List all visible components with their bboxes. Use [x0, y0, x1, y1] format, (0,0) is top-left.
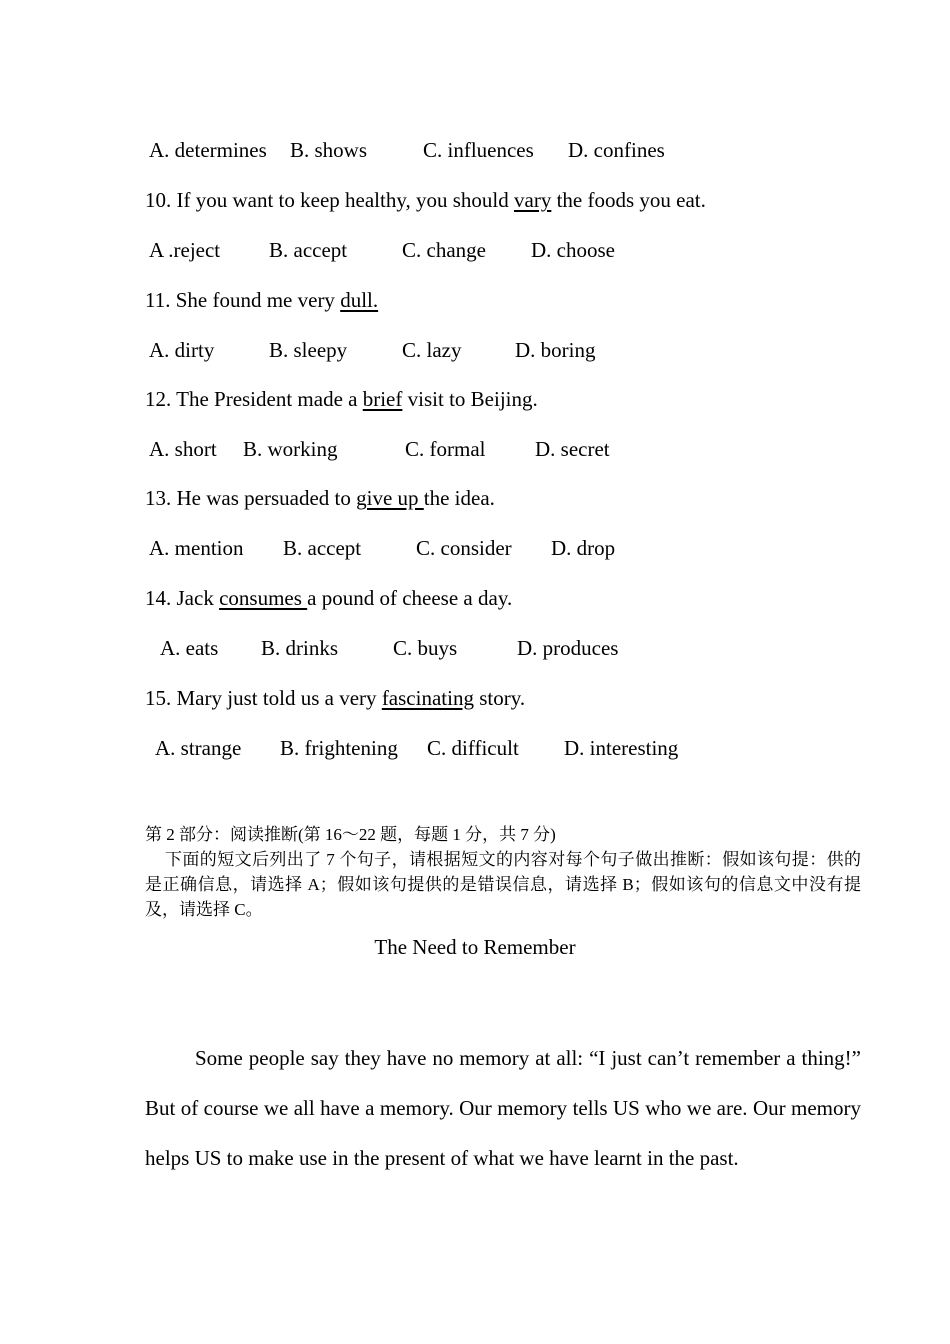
q14-option-d: D. produces: [517, 636, 619, 660]
question-15: 15. Mary just told us a very fascinating story.: [145, 686, 526, 710]
section-instructions: 下面的短文后列出了 7 个句子，请根据短文的内容对每个句子做出推断：假如该句提：供的是正确信息，请选择 A；假如该句提供的是错误信息，请选择 B；假如该句的信息文中没有提及，请选择 C。: [145, 850, 861, 919]
question-12: 12. The President made a brief visit to Beijing.: [145, 387, 538, 411]
q11-option-a: A. dirty: [149, 338, 215, 362]
q11-option-d: D. boring: [515, 338, 596, 362]
question-11: 11. She found me very dull.: [145, 288, 379, 312]
q10-option-a: A .reject: [149, 238, 221, 262]
underlined-word: fascinating: [381, 686, 474, 710]
q9-option-b: B. shows: [290, 138, 368, 162]
underlined-word: dull.: [340, 288, 379, 312]
q9-option-d: D. confines: [568, 138, 665, 162]
passage-body: [145, 1033, 861, 1183]
q10-option-b: B. accept: [269, 238, 348, 262]
q14-option-c: C. buys: [393, 636, 458, 660]
q13-option-b: B. accept: [283, 536, 362, 560]
passage-title: The Need to Remember: [374, 935, 576, 959]
underlined-word: vary: [514, 188, 552, 212]
question-14: 14. Jack consumes a pound of cheese a day.: [145, 586, 513, 610]
q9-option-a: A. determines: [149, 138, 267, 162]
q12-option-a: A. short: [149, 437, 217, 461]
q11-option-c: C. lazy: [402, 338, 462, 362]
q15-option-b: B. frightening: [280, 736, 398, 760]
q12-option-b: B. working: [243, 437, 338, 461]
section-heading: 第 2 部分：阅读推断(第 16～22 题，每题 1 分，共 7 分): [145, 825, 556, 844]
q10-option-c: C. change: [402, 238, 486, 262]
question-10: 10. If you want to keep healthy, you should vary the foods you eat.: [145, 188, 706, 212]
underlined-word: give up: [356, 486, 424, 510]
q10-option-d: D. choose: [531, 238, 615, 262]
q11-option-b: B. sleepy: [269, 338, 348, 362]
q15-option-c: C. difficult: [427, 736, 519, 760]
question-13: 13. He was persuaded to give up the idea.: [145, 486, 495, 510]
q15-option-a: A. strange: [155, 736, 242, 760]
passage-paragraph: Some people say they have no memory at all: “I just can’t remember a thing!” But of course we all have a memory. Our memory tells US who we are. Our memory helps US to make use in the present of what we have learnt in the past.: [145, 1046, 861, 1170]
q12-option-c: C. formal: [405, 437, 486, 461]
q13-option-a: A. mention: [149, 536, 244, 560]
q12-option-d: D. secret: [535, 437, 610, 461]
q14-option-a: A. eats: [160, 636, 219, 660]
q13-option-d: D. drop: [551, 536, 616, 560]
q9-option-c: C. influences: [423, 138, 534, 162]
q13-option-c: C. consider: [416, 536, 512, 560]
q14-option-b: B. drinks: [261, 636, 339, 660]
q15-option-d: D. interesting: [564, 736, 679, 760]
underlined-word: consumes: [219, 586, 308, 610]
underlined-word: brief: [362, 387, 403, 411]
section-2-block: [145, 822, 861, 922]
